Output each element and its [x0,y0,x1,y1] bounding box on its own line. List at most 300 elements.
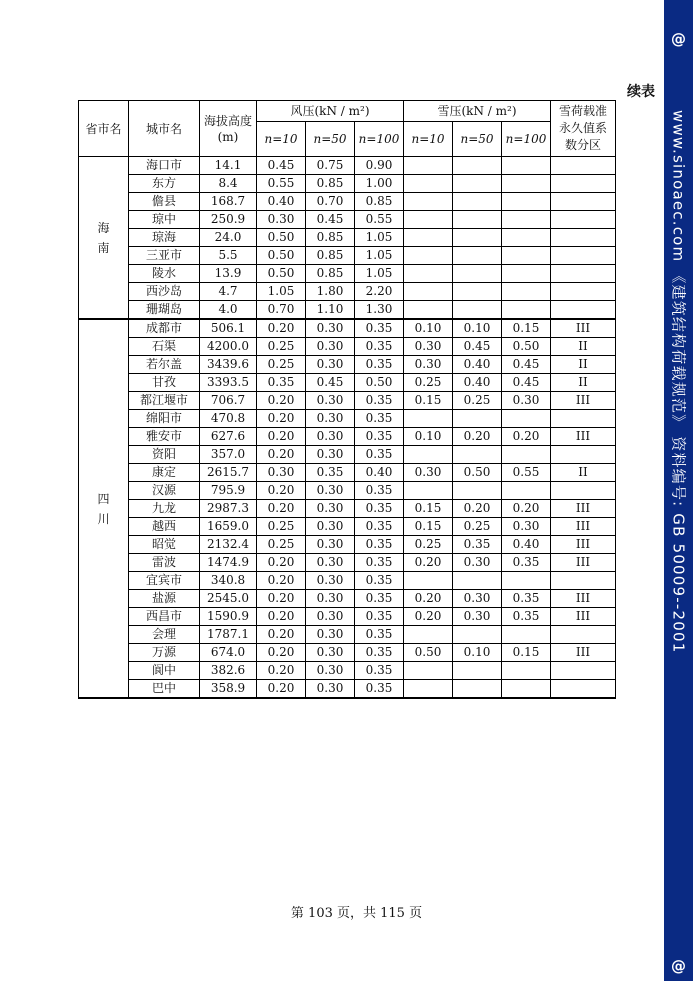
table-cell: 1.05 [355,265,404,283]
table-cell: 0.45 [453,338,502,356]
table-cell: 1.30 [355,301,404,320]
table-cell: 0.30 [453,590,502,608]
header-wind-n10: n=10 [257,122,306,157]
table-cell [551,482,616,500]
table-cell: 0.25 [404,374,453,392]
table-cell: 1787.1 [200,626,257,644]
table-cell: 0.20 [257,680,306,699]
table-cell: 0.10 [453,319,502,338]
table-cell [551,265,616,283]
table-cell: 0.20 [257,572,306,590]
table-cell: 0.30 [306,626,355,644]
table-cell [453,662,502,680]
table-cell: 0.25 [257,338,306,356]
table-cell: 4.0 [200,301,257,320]
table-cell: 0.30 [404,356,453,374]
table-cell: 西沙岛 [129,283,200,301]
table-cell: 1590.9 [200,608,257,626]
table-cell: 4.7 [200,283,257,301]
header-province: 省市名 [79,101,129,157]
table-cell: 资阳 [129,446,200,464]
table-cell: 0.15 [404,500,453,518]
table-cell [551,211,616,229]
table-cell: 儋县 [129,193,200,211]
table-cell: 0.25 [453,392,502,410]
header-snow-n50: n=50 [453,122,502,157]
table-cell: 470.8 [200,410,257,428]
table-cell [453,626,502,644]
table-cell: 674.0 [200,644,257,662]
table-cell: 0.30 [404,464,453,482]
table-cell: 795.9 [200,482,257,500]
table-cell: 5.5 [200,247,257,265]
province-name: 四川 [97,491,110,526]
table-cell: 0.30 [257,464,306,482]
header-snow: 雪压(kN / m²) [404,101,551,122]
table-cell: 0.25 [453,518,502,536]
table-cell: 0.30 [306,590,355,608]
table-cell [404,301,453,320]
header-snow-n100: n=100 [502,122,551,157]
table-cell: 0.10 [453,644,502,662]
continued-label: 续表 [627,84,655,100]
table-cell: 0.20 [404,554,453,572]
table-cell: 0.50 [404,644,453,662]
table-cell: 雅安市 [129,428,200,446]
table-cell: 0.50 [355,374,404,392]
at-symbol-top: @ [671,30,686,48]
table-cell: 三亚市 [129,247,200,265]
table-cell: 627.6 [200,428,257,446]
table-cell: 0.40 [502,536,551,554]
table-cell [551,175,616,193]
table-cell: 0.20 [257,608,306,626]
table-cell: 0.35 [355,680,404,699]
table-cell: 0.30 [306,518,355,536]
table-cell: 0.30 [306,500,355,518]
table-cell: 0.35 [355,590,404,608]
table-row [79,392,616,410]
table-cell [502,626,551,644]
table-row [79,175,616,193]
table-cell [404,157,453,175]
table-cell: 0.20 [453,428,502,446]
table-cell: 0.45 [306,374,355,392]
table-cell [551,301,616,320]
table-cell: 0.35 [355,356,404,374]
table-cell: 万源 [129,644,200,662]
table-cell [502,446,551,464]
table-cell: 昭觉 [129,536,200,554]
table-cell: 盐源 [129,590,200,608]
table-cell: III [551,554,616,572]
table-cell: 0.35 [355,392,404,410]
table-cell: 0.30 [306,536,355,554]
table-cell [453,410,502,428]
table-cell: 0.55 [355,211,404,229]
table-cell [404,482,453,500]
table-cell: 1659.0 [200,518,257,536]
table-cell [551,229,616,247]
table-cell [502,572,551,590]
table-cell: 琼海 [129,229,200,247]
table-cell [404,283,453,301]
table-cell: 0.35 [355,662,404,680]
table-cell: 0.35 [355,500,404,518]
table-cell: 汉源 [129,482,200,500]
table-row [79,157,616,175]
table-cell [404,265,453,283]
table-cell: III [551,536,616,554]
table-cell [453,175,502,193]
table-cell: 0.75 [306,157,355,175]
table-cell: 0.50 [453,464,502,482]
table-cell: 0.30 [404,338,453,356]
table-cell: 0.25 [257,356,306,374]
table-cell [453,193,502,211]
table-row [79,247,616,265]
table-cell: 0.20 [257,392,306,410]
table-row [79,626,616,644]
sidebar-banner [664,0,693,981]
table-cell: 0.30 [306,662,355,680]
table-cell [502,283,551,301]
table-cell: 0.30 [306,319,355,338]
table-cell: 0.35 [355,536,404,554]
table-cell: 0.45 [502,356,551,374]
table-cell: 2987.3 [200,500,257,518]
table-cell [453,247,502,265]
header-wind: 风压(kN / m²) [257,101,404,122]
table-row [79,410,616,428]
table-cell: 0.30 [306,680,355,699]
table-cell: 0.20 [257,626,306,644]
table-cell [404,410,453,428]
table-cell: 0.20 [257,590,306,608]
table-cell: 0.30 [306,644,355,662]
table-cell [453,301,502,320]
table-cell [502,482,551,500]
table-cell: 0.45 [306,211,355,229]
province-name: 海南 [97,220,110,255]
table-cell: III [551,518,616,536]
table-cell: 0.30 [306,482,355,500]
table-cell [551,157,616,175]
table-cell [502,680,551,699]
table-cell [453,680,502,699]
table-cell: 0.35 [355,446,404,464]
table-cell: 3439.6 [200,356,257,374]
table-cell [453,572,502,590]
sidebar-vertical-text: www.sinoaec.com 《建筑结构荷载规范》 资料编号: GB 50009--2001 [669,110,687,654]
header-wind-n100: n=100 [355,122,404,157]
table-cell: 0.55 [502,464,551,482]
table-cell: 0.35 [355,626,404,644]
table-cell: 1474.9 [200,554,257,572]
table-cell: 0.20 [257,644,306,662]
table-cell: 0.35 [502,590,551,608]
table-cell: 8.4 [200,175,257,193]
table-cell [404,572,453,590]
table-row [79,644,616,662]
table-row [79,356,616,374]
table-cell: 0.35 [355,428,404,446]
table-cell: 506.1 [200,319,257,338]
table-cell: 成都市 [129,319,200,338]
table-cell [404,229,453,247]
header-altitude-label: 海拔高度 [203,113,252,128]
table-cell: 都江堰市 [129,392,200,410]
header-wind-n50: n=50 [306,122,355,157]
table-cell [502,410,551,428]
table-cell: 358.9 [200,680,257,699]
table-cell: 0.25 [257,536,306,554]
table-row [79,482,616,500]
table-cell: 0.20 [257,446,306,464]
table-cell: 康定 [129,464,200,482]
table-cell: 0.20 [257,482,306,500]
table-cell: 0.35 [502,608,551,626]
table-cell: 340.8 [200,572,257,590]
table-cell: 1.00 [355,175,404,193]
table-cell [551,410,616,428]
table-cell: 0.20 [257,554,306,572]
table-cell [502,211,551,229]
table-cell: 24.0 [200,229,257,247]
header-altitude [200,101,257,157]
table-cell: 0.30 [453,554,502,572]
table-cell: 0.30 [306,608,355,626]
table-cell: 1.05 [257,283,306,301]
table-cell: 0.50 [257,265,306,283]
table-cell: 若尔盖 [129,356,200,374]
table-cell: 0.20 [404,590,453,608]
load-table [78,100,616,699]
table-cell: 越西 [129,518,200,536]
table-cell: 2615.7 [200,464,257,482]
table-cell: 0.35 [355,518,404,536]
header-zone: 雪荷载准永久值系数分区 [551,101,616,157]
table-cell: 0.85 [306,175,355,193]
table-cell: 1.10 [306,301,355,320]
table-cell: 0.50 [502,338,551,356]
table-row [79,590,616,608]
table-row [79,662,616,680]
table-cell: 2132.4 [200,536,257,554]
table-row [79,536,616,554]
table-row [79,680,616,699]
header-altitude-unit: (m) [217,129,239,144]
table-cell: 0.85 [306,247,355,265]
table-cell: 0.35 [355,554,404,572]
table-cell [453,157,502,175]
table-cell: 0.45 [502,374,551,392]
province-cell [79,157,129,320]
table-cell: 0.25 [404,536,453,554]
table-cell: 0.30 [453,608,502,626]
table-cell: 0.15 [404,518,453,536]
table-body [79,157,616,699]
table-cell: 2.20 [355,283,404,301]
table-cell: 0.45 [257,157,306,175]
table-cell: 阆中 [129,662,200,680]
table-cell: 13.9 [200,265,257,283]
table-cell [502,193,551,211]
table-cell: 0.40 [453,374,502,392]
table-cell [453,211,502,229]
table-cell: 珊瑚岛 [129,301,200,320]
table-cell: 东方 [129,175,200,193]
table-cell [453,283,502,301]
table-cell [404,211,453,229]
table-row [79,500,616,518]
table-cell [502,229,551,247]
table-cell: 0.10 [404,428,453,446]
table-row [79,211,616,229]
table-cell [404,446,453,464]
table-row [79,265,616,283]
table-row [79,319,616,338]
table-row [79,608,616,626]
table-cell [502,157,551,175]
table-cell: 0.40 [453,356,502,374]
table-row [79,464,616,482]
table-cell: II [551,464,616,482]
table-cell: 0.20 [502,500,551,518]
table-cell: 甘孜 [129,374,200,392]
table-cell: 0.30 [257,211,306,229]
table-cell: 0.20 [257,428,306,446]
table-cell: 雷波 [129,554,200,572]
table-cell [453,482,502,500]
header-city: 城市名 [129,101,200,157]
table-cell: 0.85 [306,265,355,283]
table-cell: 168.7 [200,193,257,211]
table-cell: 0.20 [453,500,502,518]
table-cell: 0.30 [502,392,551,410]
table-cell: 0.30 [306,392,355,410]
table-cell: 0.20 [257,662,306,680]
table-cell: 0.50 [257,247,306,265]
table-row [79,518,616,536]
sidebar-vertical-text-wrap [664,110,693,950]
table-cell: 0.30 [306,428,355,446]
table-cell [404,247,453,265]
table-cell: 0.85 [355,193,404,211]
table-row [79,229,616,247]
table-cell: 0.15 [404,392,453,410]
table-cell: 1.05 [355,229,404,247]
table-cell: III [551,319,616,338]
table-cell [551,247,616,265]
table-cell [551,193,616,211]
table-cell: 357.0 [200,446,257,464]
at-symbol-bottom: @ [671,957,686,975]
table-cell [404,626,453,644]
table-cell: 382.6 [200,662,257,680]
table-cell [551,662,616,680]
table-cell: 会理 [129,626,200,644]
table-cell: II [551,374,616,392]
table-cell: 250.9 [200,211,257,229]
table-cell [453,446,502,464]
table-row [79,446,616,464]
table-cell: 0.30 [502,518,551,536]
table-row [79,338,616,356]
table-cell: 0.35 [453,536,502,554]
table-cell: 0.30 [306,410,355,428]
table-cell: III [551,590,616,608]
table-row [79,572,616,590]
table-row [79,193,616,211]
table-cell: 0.90 [355,157,404,175]
table-cell: 0.30 [306,446,355,464]
table-cell: 0.15 [502,319,551,338]
table-cell: 0.35 [306,464,355,482]
table-cell: 0.20 [257,500,306,518]
table-cell: 0.30 [306,572,355,590]
table-cell: 0.20 [257,319,306,338]
table-cell: 0.35 [355,482,404,500]
table-cell: 西昌市 [129,608,200,626]
table-cell [502,175,551,193]
table-cell: 1.80 [306,283,355,301]
table-cell: 1.05 [355,247,404,265]
table-cell [453,265,502,283]
header-snow-n10: n=10 [404,122,453,157]
table-cell: 4200.0 [200,338,257,356]
table-cell: 0.35 [355,410,404,428]
table-cell [404,662,453,680]
table-cell: 0.20 [404,608,453,626]
table-cell: 0.20 [257,410,306,428]
table-cell: 0.35 [355,338,404,356]
table-cell: 2545.0 [200,590,257,608]
table-cell: 0.10 [404,319,453,338]
table-row [79,554,616,572]
table-cell [502,247,551,265]
table-cell: III [551,500,616,518]
table-cell: 0.35 [355,572,404,590]
table-cell [551,680,616,699]
table-cell: 绵阳市 [129,410,200,428]
table-cell: 0.35 [355,608,404,626]
table-cell: III [551,392,616,410]
table-cell [502,662,551,680]
table-cell: 706.7 [200,392,257,410]
table-cell: 0.35 [257,374,306,392]
table-cell [551,572,616,590]
table-row [79,428,616,446]
table-cell: 14.1 [200,157,257,175]
table-cell [502,265,551,283]
table-cell [551,626,616,644]
table-cell: 0.55 [257,175,306,193]
table-cell: 宜宾市 [129,572,200,590]
table-cell: III [551,644,616,662]
province-cell [79,319,129,698]
table-cell: III [551,608,616,626]
table-cell: 石渠 [129,338,200,356]
table-row [79,374,616,392]
table-cell: II [551,338,616,356]
table-cell: 0.15 [502,644,551,662]
table-cell [551,446,616,464]
table-cell: 0.30 [306,554,355,572]
table-cell: 0.30 [306,356,355,374]
table-cell: 0.35 [355,319,404,338]
table-cell: 0.85 [306,229,355,247]
